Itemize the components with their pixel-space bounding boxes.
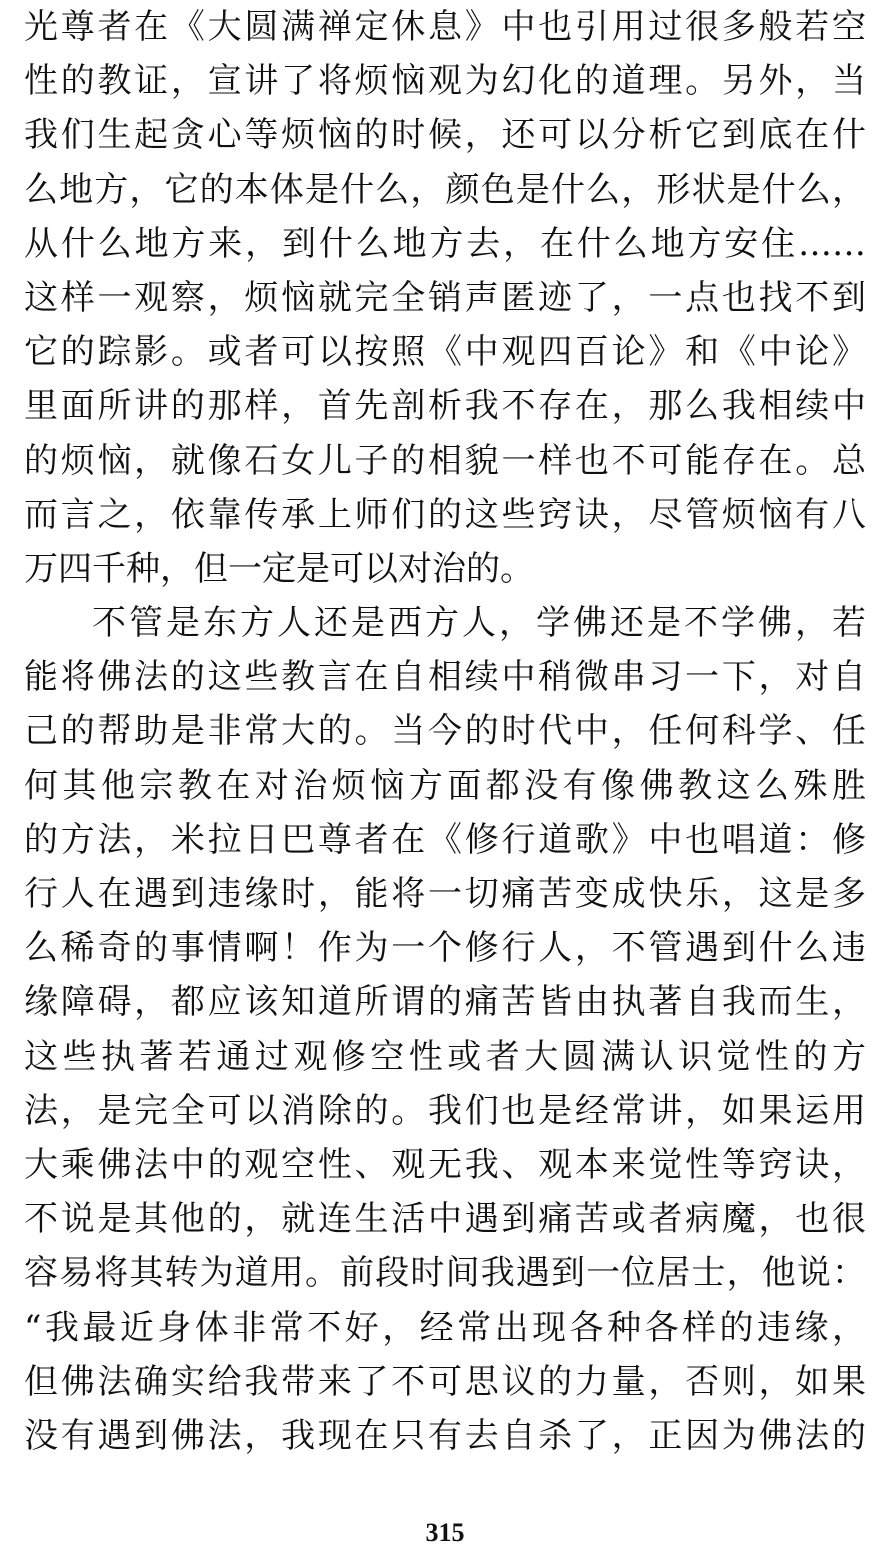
paragraph bbox=[24, 596, 866, 1463]
text-line: 里面所讲的那样，首先剖析我不存在，那么我相续中 bbox=[24, 386, 866, 427]
text-line: 从什么地方来，到什么地方去，在什么地方安住…… bbox=[24, 223, 866, 264]
body-text bbox=[24, 0, 866, 1463]
text-line: 能将佛法的这些教言在自相续中稍微串习一下，对自 bbox=[24, 657, 866, 698]
text-line: 容易将其转为道用。前段时间我遇到一位居士，他说： bbox=[24, 1253, 866, 1294]
text-line: “我最近身体非常不好，经常出现各种各样的违缘， bbox=[24, 1307, 866, 1348]
paragraph-continued bbox=[24, 0, 866, 596]
text-line: 但佛法确实给我带来了不可思议的力量，否则，如果 bbox=[24, 1361, 866, 1402]
text-line: 的方法，米拉日巴尊者在《修行道歌》中也唱道：修 bbox=[24, 819, 866, 860]
text-line: 行人在遇到违缘时，能将一切痛苦变成快乐，这是多 bbox=[24, 874, 866, 914]
text-line: 不管是东方人还是西方人，学佛还是不学佛，若 bbox=[92, 603, 866, 644]
text-line: 性的教证，宣讲了将烦恼观为幻化的道理。另外，当 bbox=[24, 61, 866, 102]
text-line: 大乘佛法中的观空性、观无我、观本来觉性等窍诀， bbox=[24, 1144, 866, 1185]
text-line: 它的踪影。或者可以按照《中观四百论》和《中论》 bbox=[24, 332, 866, 373]
text-line: 法，是完全可以消除的。我们也是经常讲，如果运用 bbox=[24, 1090, 866, 1131]
text-line: 没有遇到佛法，我现在只有去自杀了，正因为佛法的 bbox=[24, 1415, 866, 1456]
text-line: 我们生起贪心等烦恼的时候，还可以分析它到底在什 bbox=[24, 115, 866, 156]
text-line: 这样一观察，烦恼就完全销声匿迹了，一点也找不到 bbox=[24, 277, 866, 318]
text-line: 缘障碍，都应该知道所谓的痛苦皆由执著自我而生， bbox=[24, 982, 866, 1023]
text-line: 么稀奇的事情啊！作为一个修行人，不管遇到什么违 bbox=[24, 928, 866, 969]
text-line: 光尊者在《大圆满禅定休息》中也引用过很多般若空 bbox=[24, 7, 866, 47]
text-line: 么地方，它的本体是什么，颜色是什么，形状是什么， bbox=[24, 169, 866, 210]
text-line: 这些执著若通过观修空性或者大圆满认识觉性的方 bbox=[24, 1036, 866, 1077]
text-line: 己的帮助是非常大的。当今的时代中，任何科学、任 bbox=[24, 711, 866, 752]
text-line: 不说是其他的，就连生活中遇到痛苦或者病魔，也很 bbox=[24, 1199, 866, 1240]
text-line: 的烦恼，就像石女儿子的相貌一样也不可能存在。总 bbox=[24, 440, 866, 481]
text-line: 何其他宗教在对治烦恼方面都没有像佛教这么殊胜 bbox=[24, 765, 866, 806]
text-line: 万四千种，但一定是可以对治的。 bbox=[24, 548, 534, 589]
text-line: 而言之，依靠传承上师们的这些窍诀，尽管烦恼有八 bbox=[24, 494, 866, 535]
page-number: 315 bbox=[425, 1518, 465, 1547]
